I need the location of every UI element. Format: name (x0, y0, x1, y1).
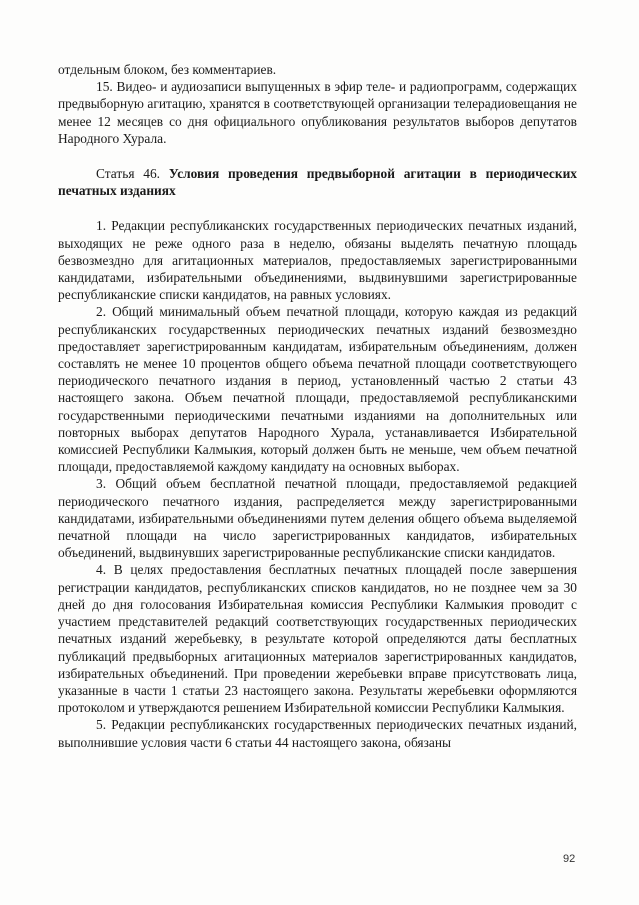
article-number: Статья 46. (96, 166, 161, 182)
paragraph-item-4: 4. В целях предоставления бесплатных печатных площадей после завершения регистрации кандидатов, республиканских списков кандидатов, но не позднее чем за 30 дней до дня голосования Избирательная комиссия Республики Калмыкия проводит с участием представителей редакций соответствующих государственных периодических печатных изданий жеребьевку, в результате которой определяются даты бесплатных публикаций предвыборных агитационных материалов зарегистрированных кандидатов, избирательных объединений. При проведении жеребьевки вправе присутствовать лица, указанные в части 1 статьи 23 настоящего закона. Результаты жеребьевки оформляются протоколом и утверждаются решением Избирательной комиссии Республики Калмыкия. (58, 562, 577, 716)
paragraph-item-3: 3. Общий объем бесплатной печатной площади, предоставляемой редакцией периодического печатного издания, распределяется между зарегистрированными кандидатами, избирательными объединениями путем деления общего объема выделяемой печатной площади на число зарегистрированных кандидатов, избирательных объединений, выдвинувших зарегистрированные республиканские списки кандидатов. (58, 476, 577, 561)
article-heading (58, 165, 577, 199)
article-title: Условия проведения предвыборной агитации в периодических печатных изданиях (58, 166, 577, 199)
page-content (58, 61, 577, 751)
paragraph-item-2: 2. Общий минимальный объем печатной площади, которую каждая из редакций республиканских государственных периодических печатных изданий безвозмездно предоставляет зарегистрированным кандидатам, избирательным объединениям, должен составлять не менее 10 процентов общего объема печатной площади соответствующего периодического печатного издания в период, установленный частью 2 статьи 43 настоящего закона. Объем печатной площади, предоставляемой республиканскими государственными периодическими печатными изданиями на дополнительных или повторных выборах депутатов Народного Хурала, устанавливается Избирательной комиссией Республики Калмыкия, который должен быть не меньше, чем объем печатной площади, предоставляемой каждому кандидату на основных выборах. (58, 304, 577, 475)
paragraph-item-15: 15. Видео- и аудиозаписи выпущенных в эфир теле- и радиопрограмм, содержащих предвыборную агитацию, хранятся в соответствующей организации телерадиовещания не менее 12 месяцев со дня официального опубликования результатов выборов депутатов Народного Хурала. (58, 79, 577, 146)
paragraph-item-5: 5. Редакции республиканских государственных периодических печатных изданий, выполнившие условия части 6 статьи 44 настоящего закона, обязаны (58, 717, 577, 750)
page-number: 92 (563, 853, 576, 865)
paragraph-continuation: отдельным блоком, без комментариев. (58, 62, 277, 77)
paragraph-item-1: 1. Редакции республиканских государственных периодических печатных изданий, выходящих не реже одного раза в неделю, обязаны выделять печатную площадь безвозмездно для агитационных материалов, предоставляемых зарегистрированными кандидатами, избирательными объединениями, выдвинувшими зарегистрированные республиканские списки кандидатов, на равных условиях. (58, 218, 577, 303)
